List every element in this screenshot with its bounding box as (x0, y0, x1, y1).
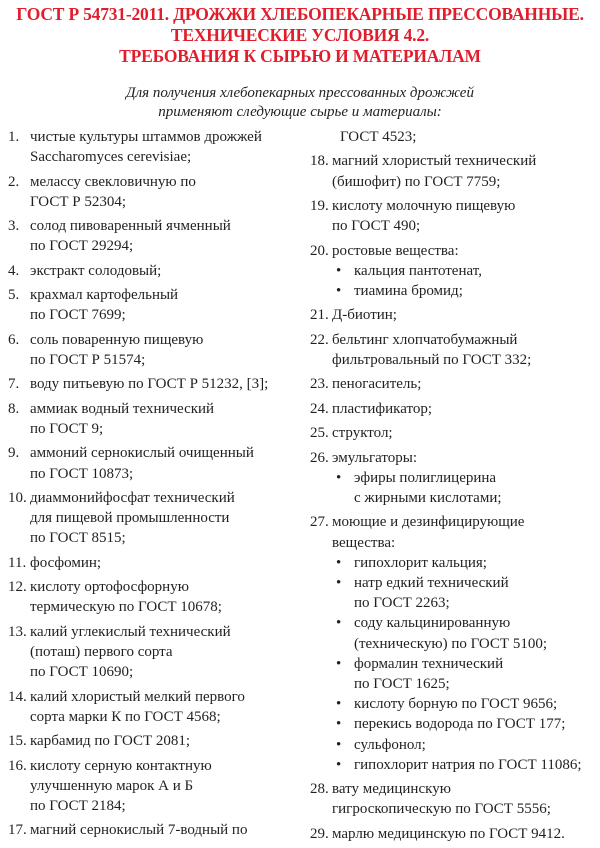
item-line: аммиак водный технический (30, 400, 215, 417)
item-number: 12. (8, 579, 27, 596)
item-line: Д-биотин; (332, 307, 397, 324)
item-line: марлю медицинскую по ГОСТ 9412. (332, 825, 565, 842)
bullet-line: • натр едкий технический (354, 574, 509, 591)
item-number: 20. (310, 242, 329, 259)
item-line: магний хлористый технический (332, 153, 537, 170)
intro-line: Для получения хлебопекарных прессованных дрожжей (126, 85, 474, 101)
item-number: 10. (8, 489, 27, 506)
item-line: сорта марки К по ГОСТ 4568; (30, 708, 221, 725)
bullet-line: • гипохлорит кальция; (354, 554, 487, 571)
item-line: фильтровальный по ГОСТ 332; (332, 351, 532, 368)
item-line: гигроскопическую по ГОСТ 5556; (332, 801, 551, 818)
item-line: бельтинг хлопчатобумажный (332, 331, 518, 348)
document-title (0, 4, 600, 67)
intro-line: применяют следующие сырье и материалы: (158, 104, 442, 120)
item-number: 16. (8, 757, 27, 774)
item-line: по ГОСТ Р 51574; (30, 351, 146, 368)
item-line: для пищевой промышленности (30, 510, 230, 527)
item-line: соль поваренную пищевую (30, 331, 204, 348)
list-item (8, 172, 298, 212)
item-line: по ГОСТ 8515; (30, 530, 126, 547)
item-line: по ГОСТ 9; (30, 420, 104, 437)
item-line: магний сернокислый 7-водный по (30, 822, 248, 839)
item-line: кислоту ортофосфорную (30, 579, 189, 596)
item-line: экстракт солодовый; (30, 262, 162, 279)
bullet-line: • соду кальцинированную (354, 615, 511, 632)
item-line: улучшенную марок А и Б (30, 777, 194, 794)
bullet-line: • кальция пантотенат, (354, 262, 482, 279)
bullet-line: • перекись водорода по ГОСТ 177; (354, 716, 566, 733)
item-number: 27. (310, 514, 329, 531)
bullet-item (334, 613, 600, 653)
item-line: по ГОСТ 7699; (30, 307, 126, 324)
item-number: 13. (8, 623, 27, 640)
bullet-line: • формалин технический (354, 655, 504, 672)
item-line: фосфомин; (30, 554, 102, 571)
item-17-continuation (310, 127, 600, 147)
item-line: ГОСТ Р 52304; (30, 193, 126, 210)
list-item (310, 779, 600, 819)
item-number: 26. (310, 449, 329, 466)
list-item (310, 151, 600, 191)
item-line: воду питьевую по ГОСТ Р 51232, [3]; (30, 376, 269, 393)
list-item (310, 305, 600, 325)
list-item (310, 423, 600, 443)
bullet-line: • тиамина бромид; (354, 282, 463, 299)
item-line: по ГОСТ 490; (332, 218, 421, 235)
list-item (8, 488, 298, 549)
list-item (310, 330, 600, 370)
list-item (8, 820, 298, 840)
list-item (8, 622, 298, 683)
item-number: 7. (8, 376, 20, 393)
item-line: карбамид по ГОСТ 2081; (30, 733, 191, 750)
item-number: 15. (8, 733, 27, 750)
bullet-line: • гипохлорит натрия по ГОСТ 11086; (354, 756, 582, 773)
item-number: 19. (310, 197, 329, 214)
item-number: 23. (310, 376, 329, 393)
list-item (310, 196, 600, 236)
list-item (310, 512, 600, 775)
list-item (310, 241, 600, 302)
list-item (8, 399, 298, 439)
item-line: чистые культуры штаммов дрожжей (30, 129, 262, 145)
item-line: калий углекислый технический (30, 623, 231, 640)
item-line: по ГОСТ 10873; (30, 465, 134, 482)
list-item (8, 687, 298, 727)
list-item (8, 553, 298, 573)
item-number: 1. (8, 129, 20, 145)
list-item (310, 448, 600, 509)
item-line: (бишофит) по ГОСТ 7759; (332, 173, 501, 190)
item-line: Saccharomyces cerevisiae; (30, 149, 192, 166)
item-line: (поташ) первого сорта (30, 643, 173, 660)
bullet-item (334, 573, 600, 613)
list-item (310, 399, 600, 419)
item-line: кислоту серную контактную (30, 757, 212, 774)
item-line: мелассу свекловичную по (30, 173, 196, 190)
bullet-list (332, 553, 600, 775)
bullet-item (334, 261, 600, 281)
item-number: 9. (8, 445, 20, 462)
item-line: структол; (332, 425, 393, 442)
list-item (8, 577, 298, 617)
bullet-item (334, 468, 600, 508)
bullet-line: • сульфонол; (354, 736, 426, 753)
bullet-item (334, 694, 600, 714)
bullet-item (334, 755, 600, 775)
bullet-line: (техническую) по ГОСТ 5100; (354, 635, 548, 652)
bullet-list (332, 261, 600, 301)
item-number: 18. (310, 153, 329, 170)
item-line: пластификатор; (332, 400, 433, 417)
title-line: ГОСТ Р 54731-2011. ДРОЖЖИ ХЛЕБОПЕКАРНЫЕ ПРЕССОВАННЫЕ. (16, 4, 584, 24)
item-number: 25. (310, 425, 329, 442)
list-item (8, 330, 298, 370)
item-line: вату медицинскую (332, 781, 451, 798)
bullet-line: по ГОСТ 2263; (354, 595, 450, 612)
item-line: эмульгаторы: (332, 449, 417, 466)
item-number: 22. (310, 331, 329, 348)
item-line: по ГОСТ 10690; (30, 664, 134, 681)
item-line: кислоту молочную пищевую (332, 197, 516, 214)
list-item (310, 824, 600, 844)
bullet-line: по ГОСТ 1625; (354, 675, 450, 692)
item-number: 5. (8, 287, 20, 304)
item-number: 14. (8, 688, 27, 705)
item-line: вещества: (332, 534, 396, 551)
item-line: солод пивоваренный ячменный (30, 218, 231, 235)
item-number: 24. (310, 400, 329, 417)
item-number: 2. (8, 173, 20, 190)
list-item (8, 443, 298, 483)
item-number: 17. (8, 822, 27, 839)
item-number: 21. (310, 307, 329, 324)
item-line: ГОСТ 4523; (340, 129, 417, 145)
item-line: диаммонийфосфат технический (30, 489, 235, 506)
item-number: 8. (8, 400, 20, 417)
bullet-item (334, 654, 600, 694)
item-number: 4. (8, 262, 20, 279)
item-line: ростовые вещества: (332, 242, 459, 259)
bullet-line: с жирными кислотами; (354, 489, 502, 506)
list-item (8, 756, 298, 817)
bullet-line: • кислоту борную по ГОСТ 9656; (354, 696, 558, 713)
intro-text (0, 84, 600, 122)
title-line: ТЕХНИЧЕСКИЕ УСЛОВИЯ 4.2. (170, 25, 430, 45)
item-number: 6. (8, 331, 20, 348)
bullet-item (334, 735, 600, 755)
list-item (8, 285, 298, 325)
list-item (310, 374, 600, 394)
materials-list-right (310, 127, 600, 848)
bullet-item (334, 714, 600, 734)
bullet-item (334, 281, 600, 301)
bullet-item (334, 553, 600, 573)
item-number: 11. (8, 554, 27, 571)
item-line: калий хлористый мелкий первого (30, 688, 245, 705)
list-item (8, 261, 298, 281)
list-item (8, 127, 298, 167)
item-line: аммоний сернокислый очищенный (30, 445, 254, 462)
bullet-line: • эфиры полиглицерина (354, 469, 497, 486)
materials-list-left (8, 127, 298, 845)
list-item (8, 731, 298, 751)
list-item (8, 216, 298, 256)
item-line: по ГОСТ 29294; (30, 238, 134, 255)
title-line: ТРЕБОВАНИЯ К СЫРЬЮ И МАТЕРИАЛАМ (119, 46, 481, 66)
list-item (8, 374, 298, 394)
item-line: по ГОСТ 2184; (30, 797, 126, 814)
bullet-list (332, 468, 600, 508)
item-line: моющие и дезинфицирующие (332, 514, 525, 531)
item-number: 29. (310, 825, 329, 842)
item-line: термическую по ГОСТ 10678; (30, 599, 222, 616)
item-number: 3. (8, 218, 20, 235)
item-number: 28. (310, 781, 329, 798)
item-line: крахмал картофельный (30, 287, 179, 304)
item-line: пеногаситель; (332, 376, 422, 393)
